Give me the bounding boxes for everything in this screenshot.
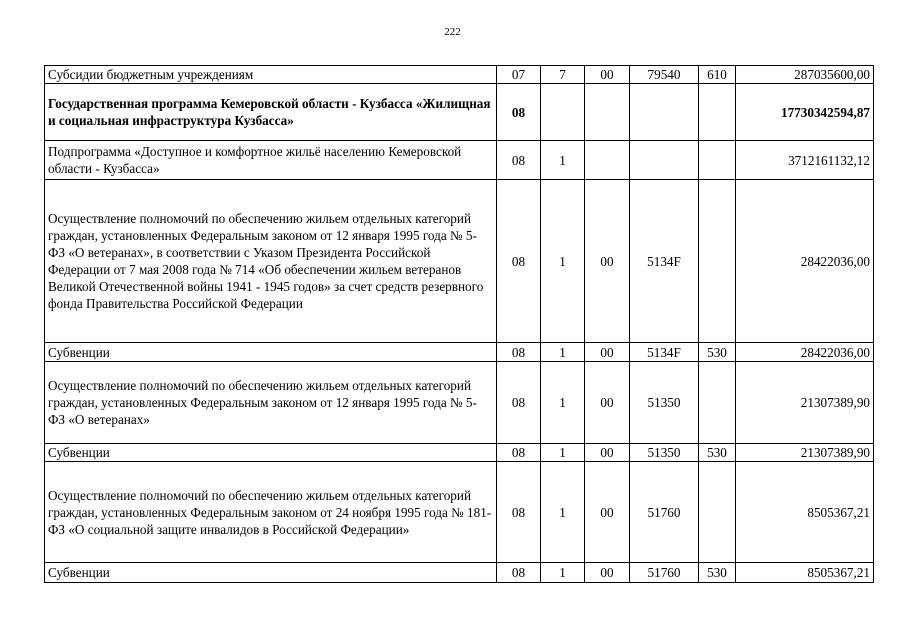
expense-type-code: 610 xyxy=(699,66,736,84)
expense-code xyxy=(630,84,699,141)
subsection-code: 1 xyxy=(541,141,585,180)
subsection-code: 1 xyxy=(541,444,585,462)
table-row xyxy=(45,343,874,362)
row-name: Субсидии бюджетным учреждениям xyxy=(45,66,497,84)
section-code: 08 xyxy=(497,563,541,583)
row-name: Осуществление полномочий по обеспечению жильем отдельных категорий граждан, установленных Федеральным законом от 12 января 1995 года № 5-ФЗ «О ветеранах» xyxy=(45,362,497,444)
amount: 17730342594,87 xyxy=(736,84,874,141)
subsection-code: 1 xyxy=(541,343,585,362)
expense-code xyxy=(630,141,699,180)
subprogram-code: 00 xyxy=(585,563,630,583)
expense-type-code xyxy=(699,462,736,563)
row-name: Осуществление полномочий по обеспечению жильем отдельных категорий граждан, установленных Федеральным законом от 12 января 1995 года № 5-ФЗ «О ветеранах», в соответствии с Указом Президента Российской Федерации от 7 мая 2008 года № 714 «Об обеспечении жильем ветеранов Великой Отечественной войны 1941 - 1945 годов» за счет средств резервного фонда Правительства Российской Федерации xyxy=(45,180,497,343)
expense-type-code: 530 xyxy=(699,343,736,362)
subprogram-code xyxy=(585,141,630,180)
section-code: 08 xyxy=(497,180,541,343)
subsection-code xyxy=(541,84,585,141)
section-code: 07 xyxy=(497,66,541,84)
row-name: Субвенции xyxy=(45,444,497,462)
expense-type-code xyxy=(699,362,736,444)
table-row xyxy=(45,141,874,180)
table-row xyxy=(45,444,874,462)
amount: 3712161132,12 xyxy=(736,141,874,180)
subsection-code: 1 xyxy=(541,462,585,563)
expense-code: 5134F xyxy=(630,180,699,343)
row-name: Субвенции xyxy=(45,563,497,583)
amount: 287035600,00 xyxy=(736,66,874,84)
expense-code: 51760 xyxy=(630,563,699,583)
amount: 8505367,21 xyxy=(736,563,874,583)
amount: 21307389,90 xyxy=(736,444,874,462)
expense-type-code: 530 xyxy=(699,563,736,583)
table-row xyxy=(45,563,874,583)
subsection-code: 1 xyxy=(541,362,585,444)
section-code: 08 xyxy=(497,362,541,444)
row-name: Субвенции xyxy=(45,343,497,362)
table-row xyxy=(45,462,874,563)
amount: 28422036,00 xyxy=(736,343,874,362)
section-code: 08 xyxy=(497,462,541,563)
page-number: 222 xyxy=(444,26,461,38)
subprogram-code xyxy=(585,84,630,141)
section-code: 08 xyxy=(497,444,541,462)
expense-code: 51350 xyxy=(630,362,699,444)
expense-code: 79540 xyxy=(630,66,699,84)
subprogram-code: 00 xyxy=(585,343,630,362)
amount: 21307389,90 xyxy=(736,362,874,444)
subprogram-code: 00 xyxy=(585,462,630,563)
expense-code: 51350 xyxy=(630,444,699,462)
row-name: Подпрограмма «Доступное и комфортное жильё населению Кемеровской области - Кузбасса» xyxy=(45,141,497,180)
table-row xyxy=(45,66,874,84)
amount: 28422036,00 xyxy=(736,180,874,343)
expense-code: 5134F xyxy=(630,343,699,362)
expense-type-code: 530 xyxy=(699,444,736,462)
expense-code: 51760 xyxy=(630,462,699,563)
expense-type-code xyxy=(699,180,736,343)
subprogram-code: 00 xyxy=(585,66,630,84)
section-code: 08 xyxy=(497,343,541,362)
section-code: 08 xyxy=(497,141,541,180)
expense-type-code xyxy=(699,84,736,141)
budget-table xyxy=(44,65,874,583)
subsection-code: 7 xyxy=(541,66,585,84)
subsection-code: 1 xyxy=(541,180,585,343)
amount: 8505367,21 xyxy=(736,462,874,563)
table-row xyxy=(45,84,874,141)
table-row xyxy=(45,362,874,444)
section-code: 08 xyxy=(497,84,541,141)
row-name: Государственная программа Кемеровской области - Кузбасса «Жилищная и социальная инфраструктура Кузбасса» xyxy=(45,84,497,141)
subprogram-code: 00 xyxy=(585,180,630,343)
subprogram-code: 00 xyxy=(585,362,630,444)
subsection-code: 1 xyxy=(541,563,585,583)
expense-type-code xyxy=(699,141,736,180)
table-row xyxy=(45,180,874,343)
row-name: Осуществление полномочий по обеспечению жильем отдельных категорий граждан, установленных Федеральным законом от 24 ноября 1995 года № 181-ФЗ «О социальной защите инвалидов в Российской Федерации» xyxy=(45,462,497,563)
subprogram-code: 00 xyxy=(585,444,630,462)
